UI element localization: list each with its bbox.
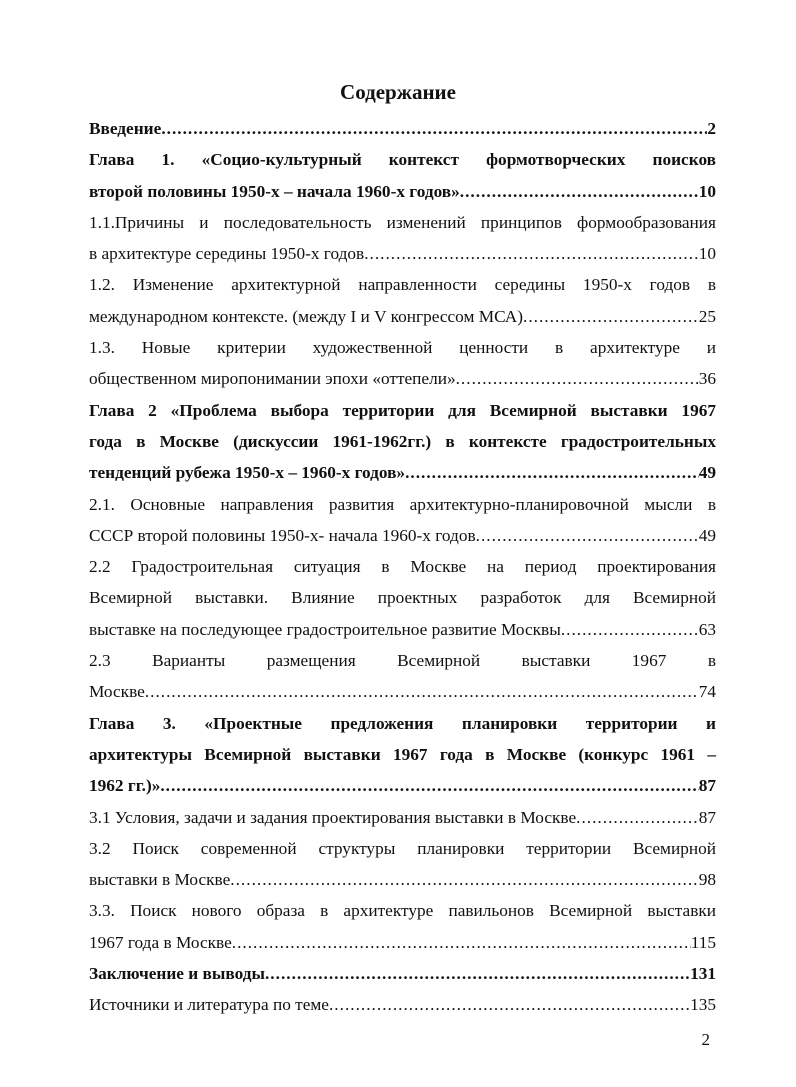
toc-entry xyxy=(89,332,716,395)
toc-entry-text: международном контексте. (между I и V конгрессом МСА) xyxy=(89,306,524,326)
toc-entry xyxy=(89,645,716,708)
dot-leader xyxy=(364,238,699,269)
toc-entry-last-line xyxy=(89,802,716,833)
toc-entry-text: СССР второй половины 1950-х- начала 1960-х годов xyxy=(89,525,476,545)
toc-entry xyxy=(89,269,716,332)
dot-leader xyxy=(161,113,707,144)
toc-entry xyxy=(89,895,716,958)
dot-leader xyxy=(476,520,699,551)
toc-entry xyxy=(89,958,716,989)
toc-entry-text: выставке на последующее градостроительное развитие Москвы xyxy=(89,619,561,639)
toc-entry-last-line xyxy=(89,363,716,394)
toc-entry-text: второй половины 1950-х – начала 1960-х годов» xyxy=(89,181,460,201)
toc-entry xyxy=(89,802,716,833)
toc-entry-page: 25 xyxy=(698,306,716,326)
toc-entry-text: в архитектуре середины 1950-х годов xyxy=(89,244,365,264)
toc-entry-last-line xyxy=(89,176,716,207)
dot-leader xyxy=(405,457,699,488)
dot-leader xyxy=(523,301,699,332)
toc-entry-last-line xyxy=(89,958,716,989)
toc-entry-line: 2.2 Градостроительная ситуация в Москве на период проектирования xyxy=(89,557,716,577)
toc-entry-page: 74 xyxy=(698,682,716,702)
toc-entry xyxy=(89,708,716,802)
toc-entry xyxy=(89,395,716,489)
table-of-contents xyxy=(89,113,716,1021)
toc-entry-last-line xyxy=(89,238,716,269)
page-number: 2 xyxy=(701,1030,710,1049)
toc-entry xyxy=(89,207,716,270)
toc-entry-last-line xyxy=(89,614,716,645)
toc-entry-page: 87 xyxy=(698,776,716,796)
toc-entry xyxy=(89,551,716,645)
toc-entry-text: Введение xyxy=(89,119,162,138)
toc-entry-last-line xyxy=(89,113,716,144)
toc-entry-line: Всемирной выставки. Влияние проектных разработок для Всемирной xyxy=(89,588,716,608)
toc-entry-line: Глава 3. «Проектные предложения планировки территории и xyxy=(89,713,716,733)
toc-entry xyxy=(89,113,716,144)
toc-entry-page: 49 xyxy=(698,463,716,483)
toc-entry-line: года в Москве (дискуссии 1961-1962гг.) в контексте градостроительных xyxy=(89,431,716,451)
dot-leader xyxy=(329,989,690,1020)
toc-entry-text: Москве xyxy=(89,682,145,702)
toc-entry-text: Источники и литература по теме xyxy=(89,995,329,1015)
dot-leader xyxy=(230,864,698,895)
toc-entry-text: тенденций рубежа 1950-х – 1960-х годов» xyxy=(89,463,406,483)
toc-entry-line: Глава 1. «Социо-культурный контекст формотворческих поисков xyxy=(89,150,716,170)
toc-entry-last-line xyxy=(89,864,716,895)
toc-entry-last-line xyxy=(89,927,716,958)
toc-entry-page: 131 xyxy=(690,964,716,984)
toc-entry-last-line xyxy=(89,457,716,488)
toc-entry-line: архитектуры Всемирной выставки 1967 года в Москве (конкурс 1961 – xyxy=(89,744,716,764)
dot-leader xyxy=(232,927,691,958)
dot-leader xyxy=(456,363,699,394)
toc-entry-line: 1.1.Причины и последовательность изменений принципов формообразования xyxy=(89,212,716,232)
toc-entry-text: Заключение и выводы xyxy=(89,964,265,984)
dot-leader xyxy=(561,614,699,645)
toc-entry-page: 10 xyxy=(698,181,716,201)
toc-entry-line: 2.3 Варианты размещения Всемирной выставки 1967 в xyxy=(89,651,716,671)
toc-entry-page: 135 xyxy=(690,995,716,1015)
dot-leader xyxy=(576,802,699,833)
toc-entry-page: 10 xyxy=(698,244,716,264)
toc-entry-page: 2 xyxy=(707,119,716,138)
toc-entry-text: 1962 гг.)» xyxy=(89,776,161,796)
toc-entry-text: 1967 года в Москве xyxy=(89,932,232,952)
toc-entry xyxy=(89,833,716,896)
toc-entry-page: 115 xyxy=(690,932,716,952)
toc-entry-line: 1.3. Новые критерии художественной ценности в архитектуре и xyxy=(89,338,716,358)
toc-entry xyxy=(89,989,716,1020)
toc-entry-last-line xyxy=(89,989,716,1020)
toc-entry-text: выставки в Москве xyxy=(89,870,231,890)
toc-entry xyxy=(89,489,716,552)
toc-entry-page: 87 xyxy=(698,807,716,827)
toc-entry-text: общественном миропонимании эпохи «оттепели» xyxy=(89,369,456,389)
toc-entry xyxy=(89,144,716,207)
toc-entry-line: 1.2. Изменение архитектурной направленности середины 1950-х годов в xyxy=(89,275,716,295)
toc-entry-last-line xyxy=(89,770,716,801)
toc-entry-line: Глава 2 «Проблема выбора территории для Всемирной выставки 1967 xyxy=(89,400,716,420)
dot-leader xyxy=(160,770,698,801)
toc-entry-text: 3.1 Условия, задачи и задания проектирования выставки в Москве xyxy=(89,807,577,827)
toc-entry-page: 36 xyxy=(698,369,716,389)
page-title: Содержание xyxy=(340,80,456,104)
dot-leader xyxy=(265,958,690,989)
toc-entry-page: 63 xyxy=(698,619,716,639)
toc-entry-last-line xyxy=(89,676,716,707)
dot-leader xyxy=(145,676,699,707)
toc-entry-last-line xyxy=(89,301,716,332)
toc-entry-line: 3.2 Поиск современной структуры планировки территории Всемирной xyxy=(89,838,716,858)
toc-entry-line: 3.3. Поиск нового образа в архитектуре павильонов Всемирной выставки xyxy=(89,901,716,921)
toc-entry-line: 2.1. Основные направления развития архитектурно-планировочной мысли в xyxy=(89,494,716,514)
dot-leader xyxy=(460,176,699,207)
toc-entry-page: 49 xyxy=(698,525,716,545)
toc-entry-page: 98 xyxy=(698,870,716,890)
toc-entry-last-line xyxy=(89,520,716,551)
